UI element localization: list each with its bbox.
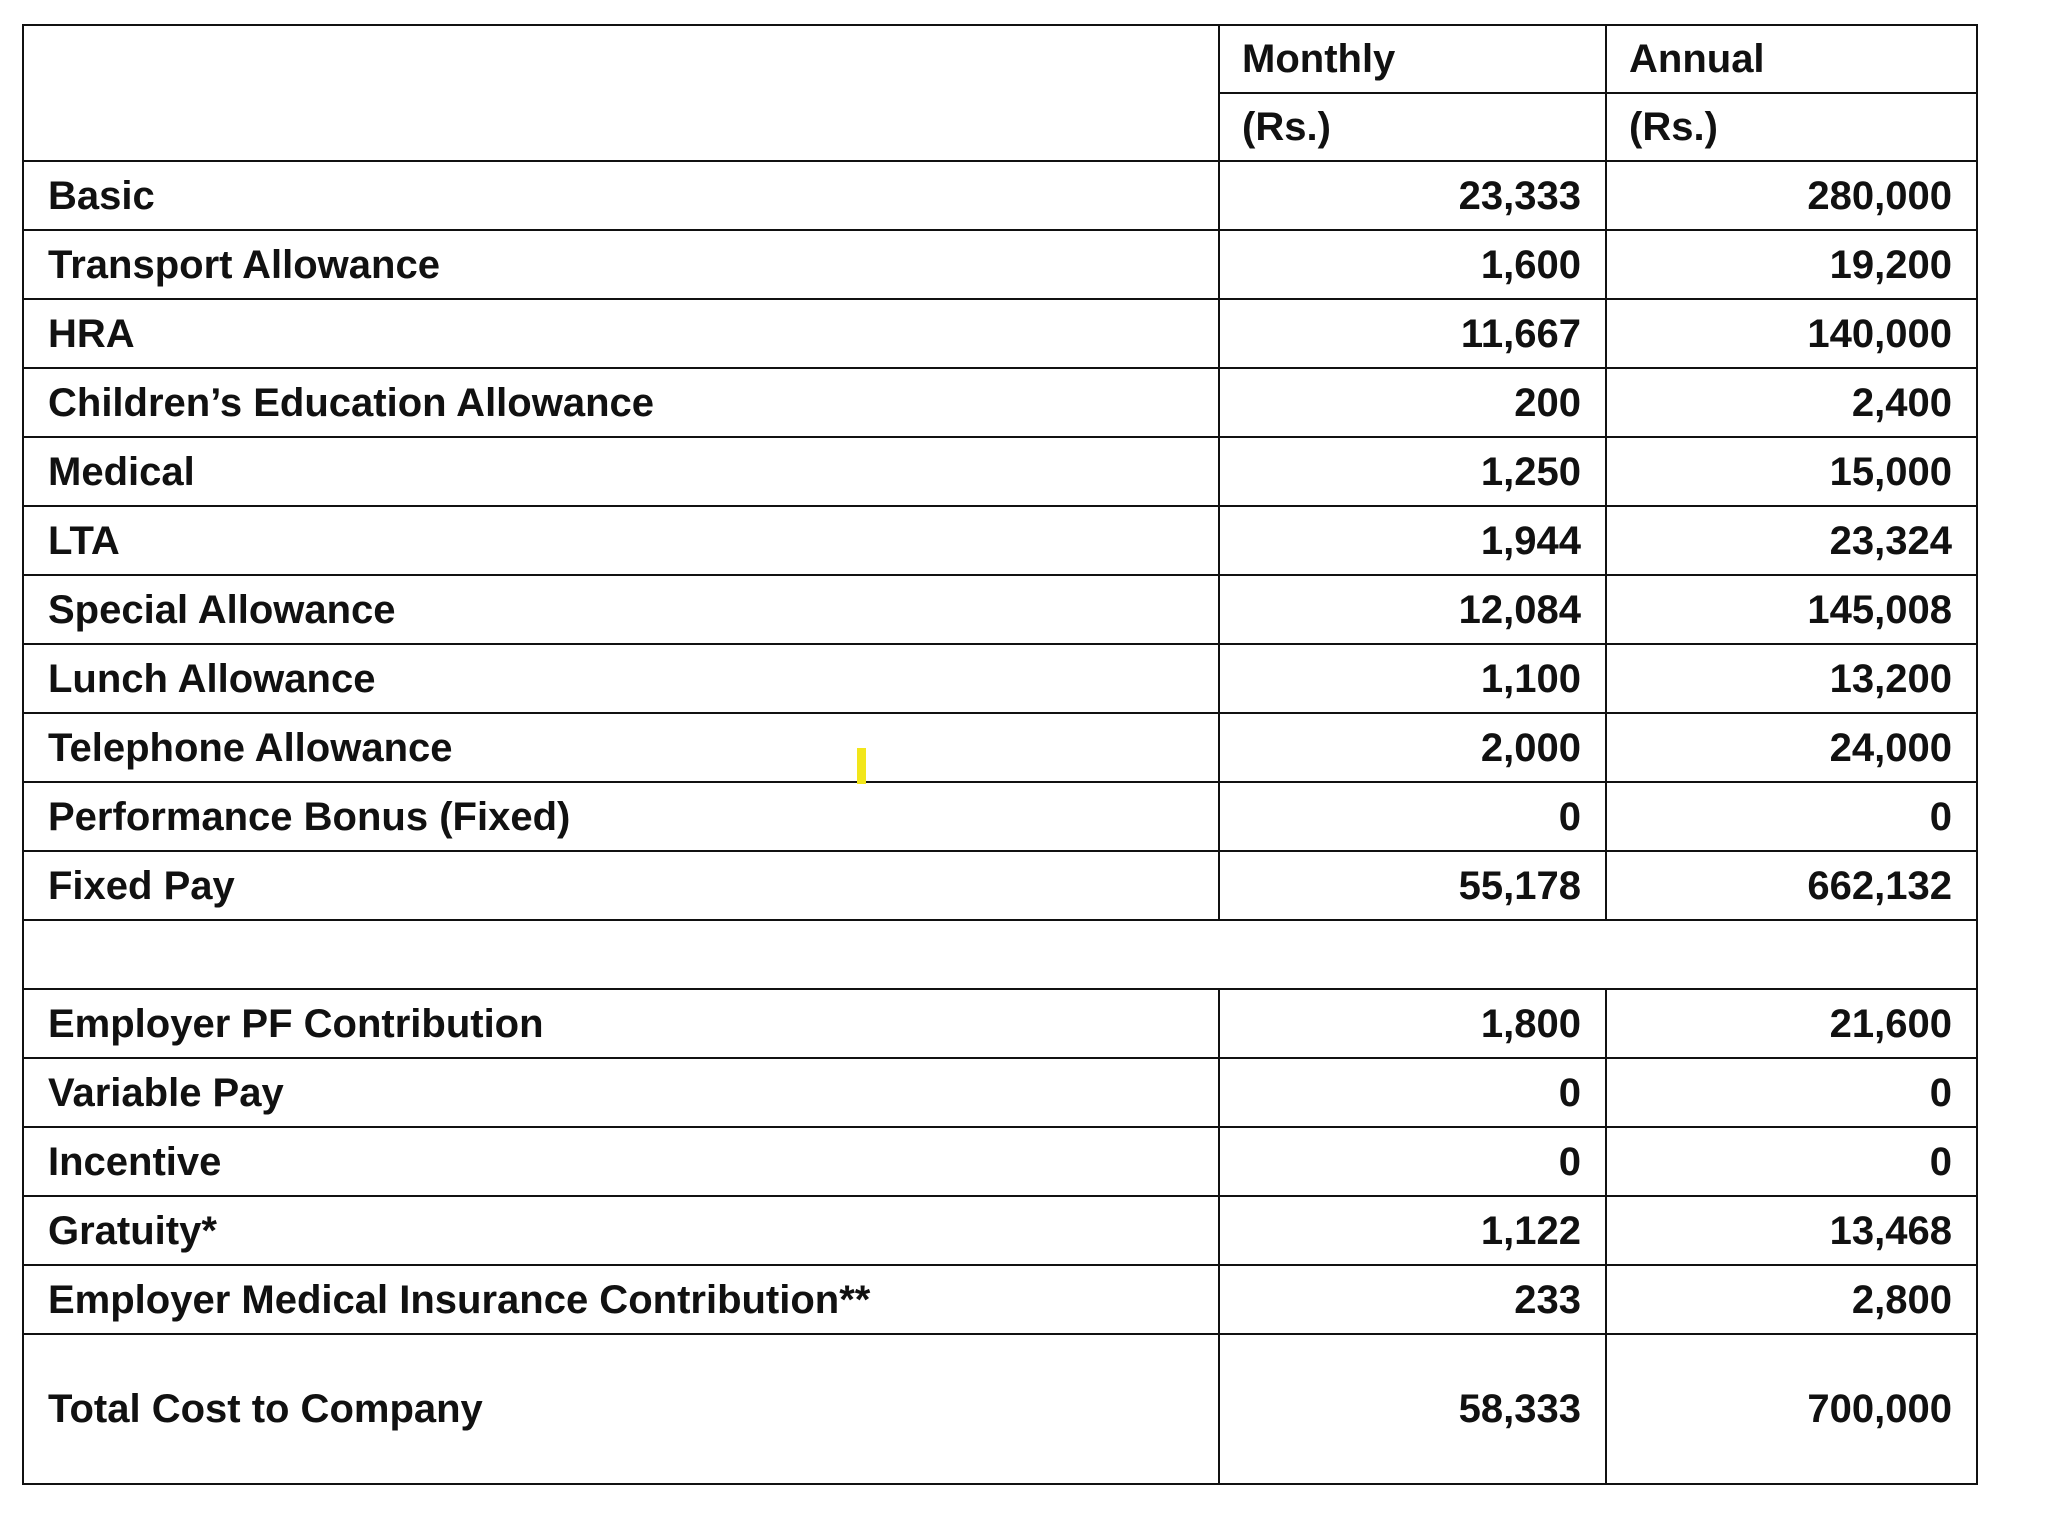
row-label: Children’s Education Allowance — [23, 368, 1219, 437]
row-label: Transport Allowance — [23, 230, 1219, 299]
table-row — [23, 644, 1977, 713]
table-row — [23, 230, 1977, 299]
header-row — [23, 25, 1977, 93]
text-cursor-highlight — [857, 748, 866, 784]
row-label: Total Cost to Company — [23, 1334, 1219, 1484]
row-annual-value: 21,600 — [1606, 989, 1977, 1058]
row-annual-value: 140,000 — [1606, 299, 1977, 368]
row-monthly-value: 1,100 — [1219, 644, 1606, 713]
row-annual-value: 0 — [1606, 782, 1977, 851]
annual-header: Annual — [1606, 25, 1977, 93]
fixed-pay-row — [23, 851, 1977, 920]
row-annual-value: 24,000 — [1606, 713, 1977, 782]
row-monthly-value: 12,084 — [1219, 575, 1606, 644]
row-annual-value: 19,200 — [1606, 230, 1977, 299]
row-annual-value: 13,200 — [1606, 644, 1977, 713]
table-row — [23, 368, 1977, 437]
table-row — [23, 1196, 1977, 1265]
row-monthly-value: 11,667 — [1219, 299, 1606, 368]
row-monthly-value: 0 — [1219, 782, 1606, 851]
table-row — [23, 1058, 1977, 1127]
row-annual-value: 0 — [1606, 1058, 1977, 1127]
row-label: Gratuity* — [23, 1196, 1219, 1265]
row-monthly-value: 58,333 — [1219, 1334, 1606, 1484]
table-row — [23, 1127, 1977, 1196]
table-row — [23, 782, 1977, 851]
monthly-header: Monthly — [1219, 25, 1606, 93]
row-annual-value: 23,324 — [1606, 506, 1977, 575]
table-row — [23, 989, 1977, 1058]
row-label: Lunch Allowance — [23, 644, 1219, 713]
table-row — [23, 299, 1977, 368]
row-annual-value: 2,800 — [1606, 1265, 1977, 1334]
row-monthly-value: 0 — [1219, 1058, 1606, 1127]
row-label: Employer Medical Insurance Contribution** — [23, 1265, 1219, 1334]
monthly-unit: (Rs.) — [1219, 93, 1606, 161]
row-monthly-value: 1,250 — [1219, 437, 1606, 506]
row-monthly-value: 2,000 — [1219, 713, 1606, 782]
row-monthly-value: 55,178 — [1219, 851, 1606, 920]
row-monthly-value: 1,800 — [1219, 989, 1606, 1058]
table-row — [23, 161, 1977, 230]
header-empty-cell — [23, 25, 1219, 161]
row-annual-value: 280,000 — [1606, 161, 1977, 230]
row-label: Medical — [23, 437, 1219, 506]
salary-breakup-table — [22, 24, 1978, 1485]
row-label: Special Allowance — [23, 575, 1219, 644]
annual-unit: (Rs.) — [1606, 93, 1977, 161]
row-annual-value: 15,000 — [1606, 437, 1977, 506]
row-annual-value: 2,400 — [1606, 368, 1977, 437]
table-row — [23, 437, 1977, 506]
row-monthly-value: 1,944 — [1219, 506, 1606, 575]
row-monthly-value: 233 — [1219, 1265, 1606, 1334]
table-row — [23, 1265, 1977, 1334]
row-monthly-value: 1,600 — [1219, 230, 1606, 299]
row-monthly-value: 200 — [1219, 368, 1606, 437]
row-annual-value: 145,008 — [1606, 575, 1977, 644]
row-label: Fixed Pay — [23, 851, 1219, 920]
row-label: Variable Pay — [23, 1058, 1219, 1127]
row-label: Performance Bonus (Fixed) — [23, 782, 1219, 851]
spacer-row — [23, 920, 1977, 989]
row-annual-value: 0 — [1606, 1127, 1977, 1196]
table-row — [23, 575, 1977, 644]
row-annual-value: 662,132 — [1606, 851, 1977, 920]
total-ctc-row — [23, 1334, 1977, 1484]
row-label: Incentive — [23, 1127, 1219, 1196]
row-label: Basic — [23, 161, 1219, 230]
row-annual-value: 700,000 — [1606, 1334, 1977, 1484]
row-monthly-value: 0 — [1219, 1127, 1606, 1196]
row-label: LTA — [23, 506, 1219, 575]
spacer-cell — [23, 920, 1977, 989]
table-row — [23, 713, 1977, 782]
row-label: HRA — [23, 299, 1219, 368]
row-monthly-value: 1,122 — [1219, 1196, 1606, 1265]
row-annual-value: 13,468 — [1606, 1196, 1977, 1265]
table-row — [23, 506, 1977, 575]
row-monthly-value: 23,333 — [1219, 161, 1606, 230]
row-label: Telephone Allowance — [23, 713, 1219, 782]
row-label: Employer PF Contribution — [23, 989, 1219, 1058]
